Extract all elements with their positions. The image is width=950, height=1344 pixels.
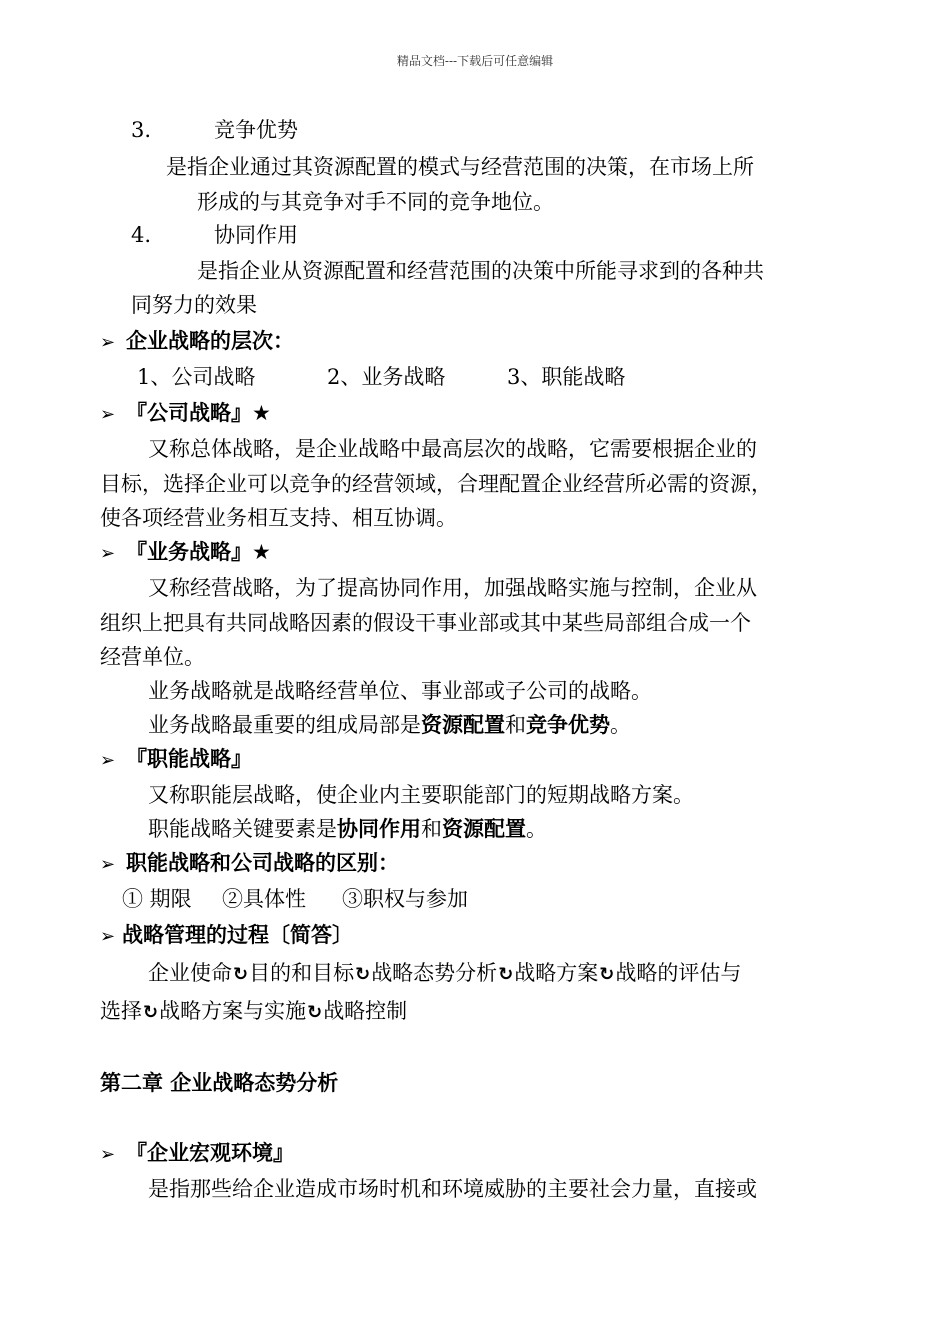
bold-term: 竞争优势 (526, 713, 610, 737)
difference-item-1: ① 期限 (122, 887, 192, 911)
macro-heading-row (100, 1138, 294, 1170)
difference-heading: 职能战略和公司战略的区别： (126, 851, 399, 875)
item4-number: 4. (131, 223, 152, 247)
process-line2 (100, 996, 407, 1028)
macro-heading: 『企业宏观环境』 (126, 1141, 294, 1165)
company-line1: 又称总体战略，是企业战略中最高层次的战略，它需要根据企业的 (148, 437, 757, 461)
item3-desc-line1: 是指企业通过其资源配置的模式与经营范围的决策，在市场上所 (166, 155, 754, 179)
macro-line1: 是指那些给企业造成市场时机和环境威胁的主要社会力量，直接或 (148, 1177, 757, 1201)
levels-heading-row (100, 326, 294, 358)
process-step: 战略方案与实施 (159, 999, 307, 1023)
process-step: 战略的评估与 (615, 961, 742, 985)
company-heading: 『公司战略』★ (126, 401, 271, 425)
business-heading-row (100, 537, 271, 569)
bold-term: 资源配置 (421, 713, 505, 737)
text-run: 。 (526, 817, 547, 841)
difference-heading-row (100, 848, 399, 880)
flow-arrow-icon: ↻ (355, 964, 371, 985)
flow-arrow-icon: ↻ (233, 964, 249, 985)
page-header: 精品文档---下载后可任意编辑 (396, 54, 554, 68)
flow-arrow-icon: ↻ (498, 964, 514, 985)
levels-heading: 企业战略的层次： (126, 329, 294, 353)
item4-title: 协同作用 (214, 223, 298, 247)
item4-desc-line2: 同努力的效果 (131, 293, 257, 317)
chapter-heading: 第二章 企业战略态势分析 (100, 1071, 339, 1095)
process-step: 战略态势分析 (371, 961, 498, 985)
functional-line2 (148, 814, 547, 844)
item3-number: 3. (131, 118, 152, 142)
difference-item-3: ③职权与参加 (342, 887, 468, 911)
company-line2: 目标，选择企业可以竞争的经营领域，合理配置企业经营所必需的资源， (100, 472, 772, 496)
process-step: 选择 (100, 999, 142, 1023)
item3-title: 竞争优势 (214, 118, 298, 142)
company-line3: 使各项经营业务相互支持、相互协调。 (100, 506, 457, 530)
business-line2: 组织上把具有共同战略因素的假设干事业部或其中某些局部组合成一个 (100, 611, 751, 635)
text-run: 业务战略最重要的组成局部是 (148, 713, 421, 737)
company-heading-row (100, 398, 271, 430)
functional-line1: 又称职能层战略，使企业内主要职能部门的短期战略方案。 (148, 783, 694, 807)
difference-item-2: ②具体性 (222, 887, 306, 911)
bullet-arrow-icon: ➢ (100, 750, 116, 771)
bullet-arrow-icon: ➢ (100, 1144, 116, 1165)
flow-arrow-icon: ↻ (307, 1002, 323, 1023)
bullet-arrow-icon: ➢ (100, 404, 116, 425)
process-heading-row (100, 920, 353, 952)
bold-term: 资源配置 (442, 817, 526, 841)
level-item-2: 2、业务战略 (327, 365, 446, 389)
business-line4: 业务战略就是战略经营单位、事业部或子公司的战略。 (148, 679, 652, 703)
bullet-arrow-icon: ➢ (100, 332, 116, 353)
business-line3: 经营单位。 (100, 645, 205, 669)
text-run: 和 (505, 713, 526, 737)
item4-desc-line1: 是指企业从资源配置和经营范围的决策中所能寻求到的各种共 (197, 259, 764, 283)
process-heading: 战略管理的过程〔简答〕 (122, 923, 353, 947)
functional-heading: 『职能战略』 (126, 747, 252, 771)
bullet-arrow-icon: ➢ (100, 854, 116, 875)
text-run: 。 (610, 713, 631, 737)
process-step: 战略控制 (323, 999, 408, 1023)
text-run: 和 (421, 817, 442, 841)
business-line1: 又称经营战略，为了提高协同作用，加强战略实施与控制，企业从 (148, 576, 757, 600)
bold-term: 协同作用 (337, 817, 421, 841)
level-item-1: 1、公司战略 (137, 365, 256, 389)
process-step: 企业使命 (148, 961, 232, 985)
process-step: 战略方案 (514, 961, 599, 985)
text-run: 职能战略关键要素是 (148, 817, 337, 841)
process-step: 目的和目标 (249, 961, 355, 985)
level-item-3: 3、职能战略 (507, 365, 626, 389)
functional-heading-row (100, 744, 252, 776)
bullet-arrow-icon: ➢ (100, 926, 116, 947)
bullet-arrow-icon: ➢ (100, 543, 116, 564)
business-heading: 『业务战略』★ (126, 540, 271, 564)
flow-arrow-icon: ↻ (143, 1002, 159, 1023)
flow-arrow-icon: ↻ (599, 964, 615, 985)
item3-desc-line2: 形成的与其竞争对手不同的竞争地位。 (197, 190, 554, 214)
process-line1 (148, 958, 741, 990)
business-line5 (148, 710, 631, 740)
